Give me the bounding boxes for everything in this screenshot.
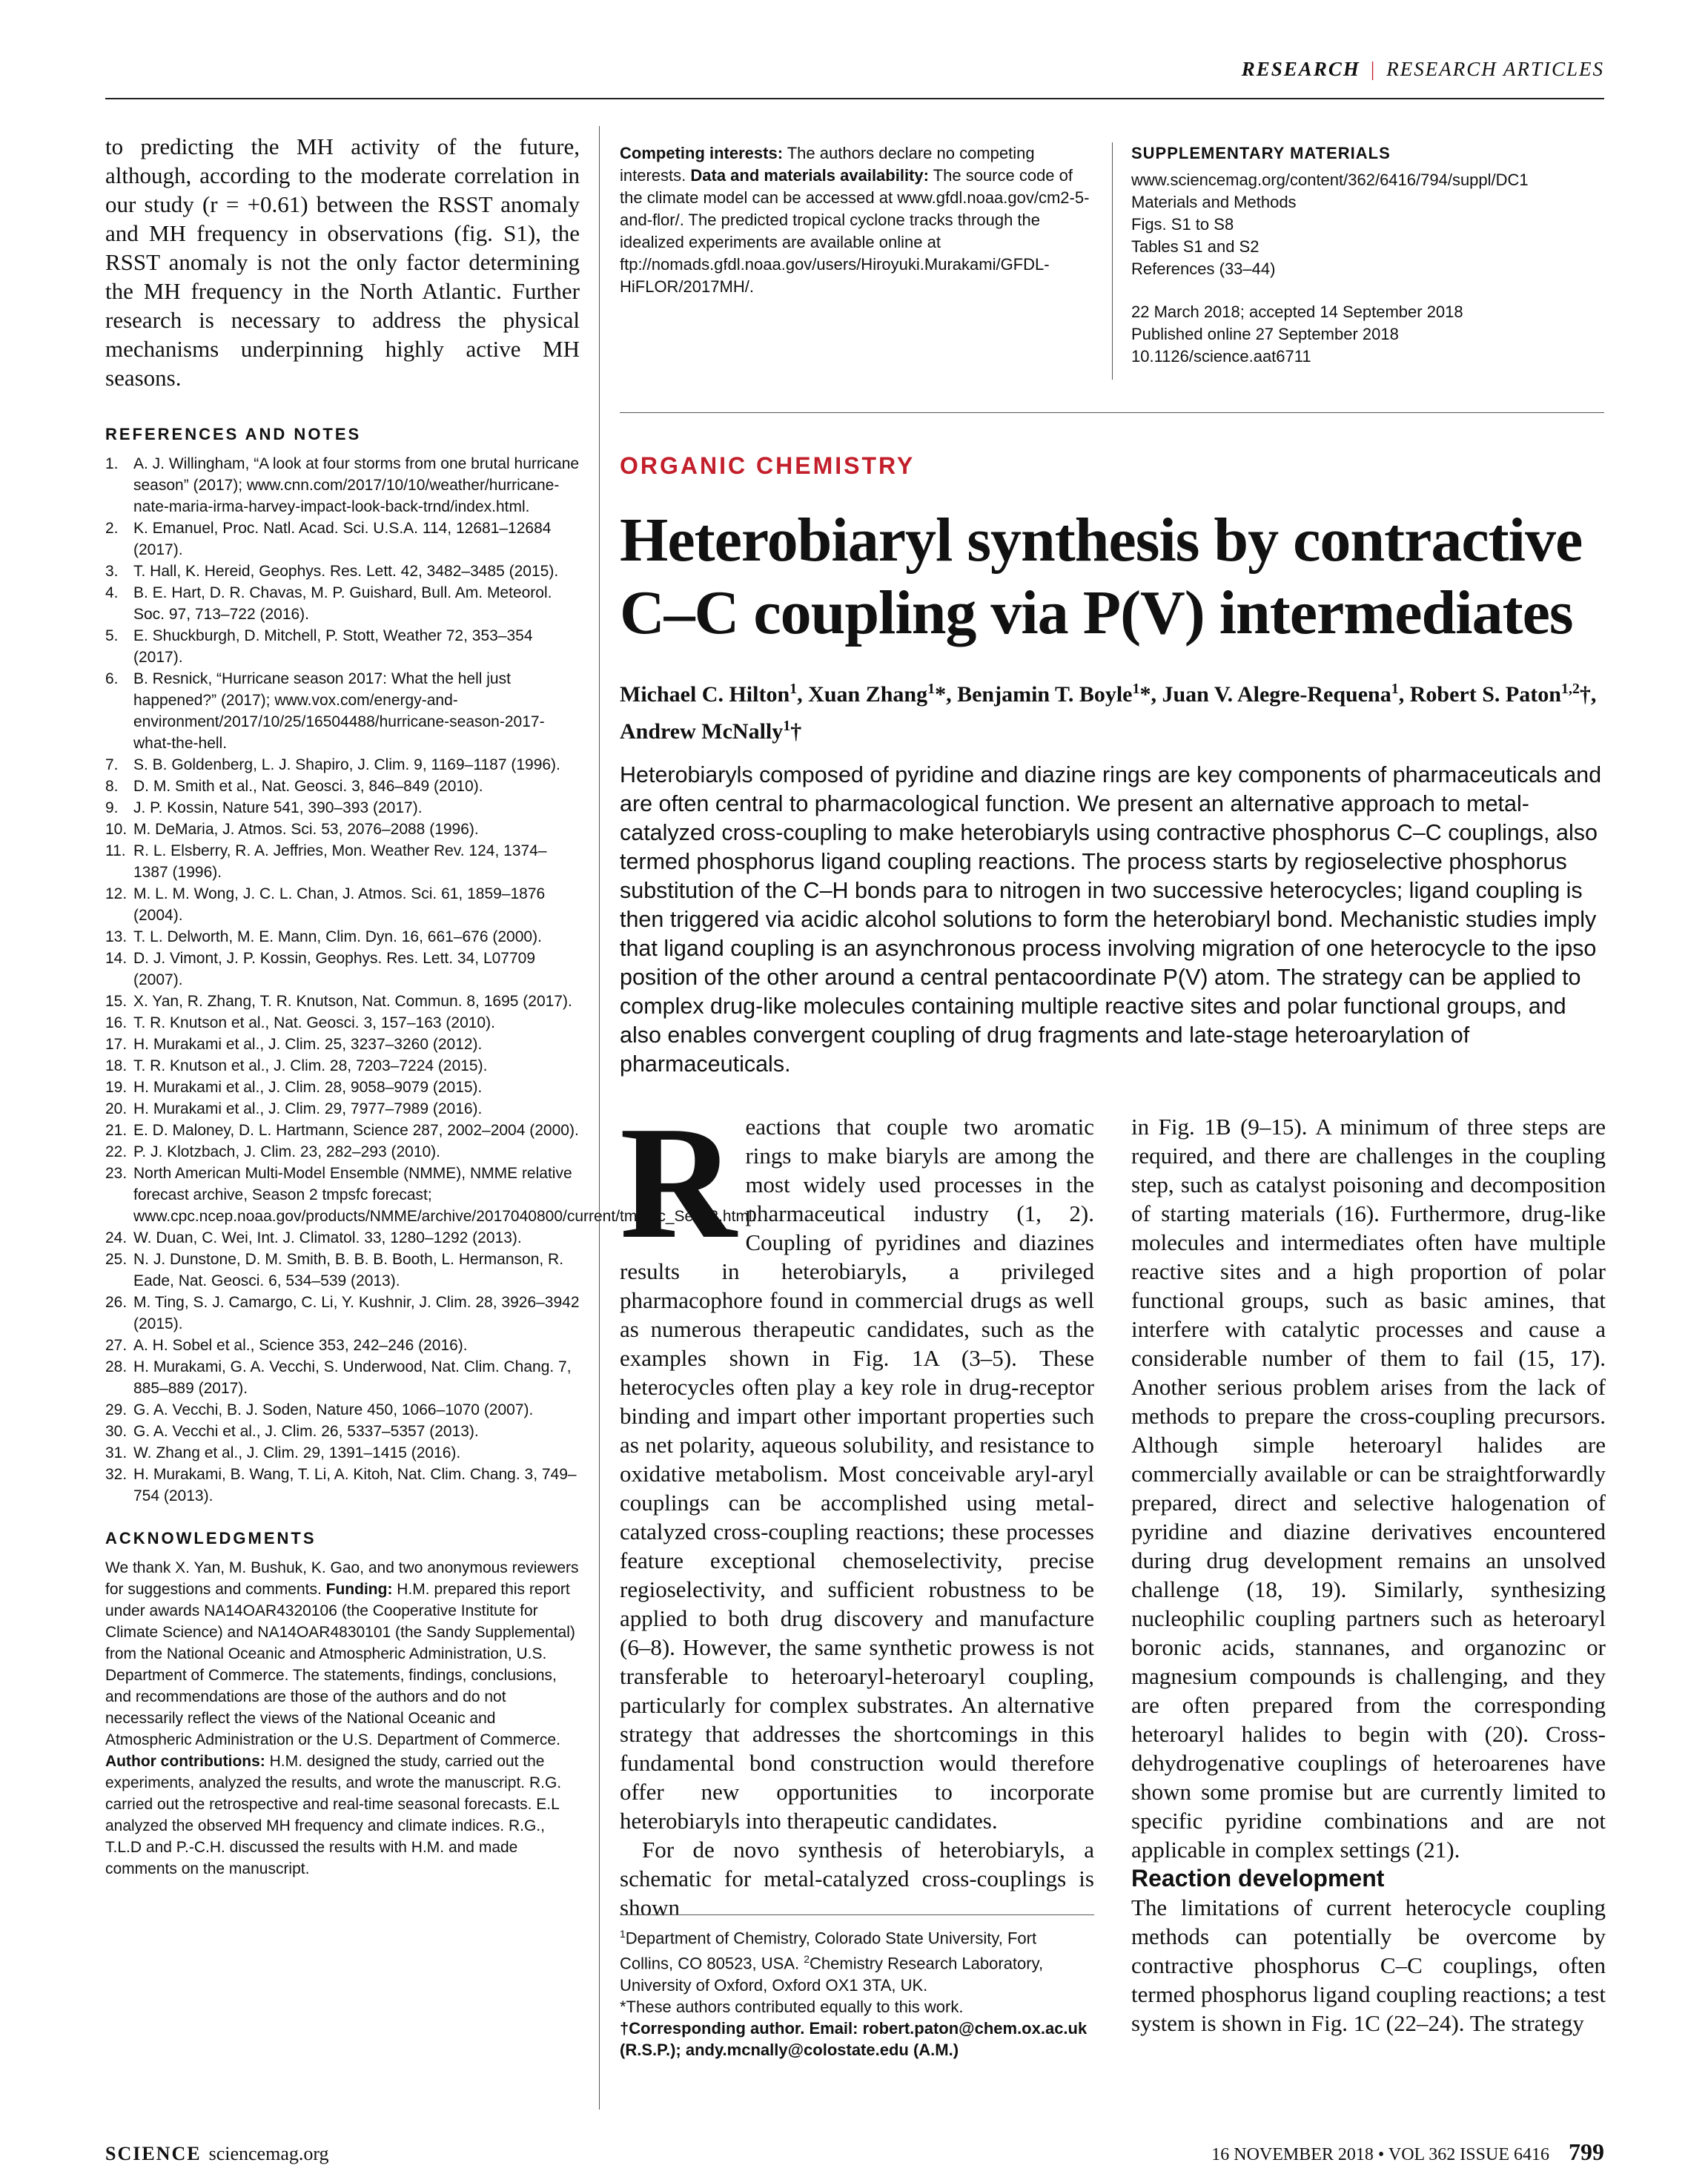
reference-text: J. P. Kossin, Nature 541, 390–393 (2017). xyxy=(133,799,423,816)
affil-1: Department of Chemistry, Colorado State University, Fort Collins, CO 80523, USA. xyxy=(620,1929,1037,1973)
reference-item xyxy=(105,819,580,840)
doi[interactable]: 10.1126/science.aat6711 xyxy=(1131,347,1311,366)
reference-text: D. J. Vimont, J. P. Kossin, Geophys. Res. Lett. 34, L07709 (2007). xyxy=(133,950,536,988)
reference-text: T. R. Knutson et al., Nat. Geosci. 3, 157–163 (2010). xyxy=(133,1014,495,1031)
reference-text: North American Multi-Model Ensemble (NMME), NMME relative forecast archive, Season 2 tmpsfc forecast; www.cpc.ncep.noaa.gov/products/NMME/archive/2017040800/current/tmpsfc_Seas2.html. xyxy=(133,1165,757,1225)
reference-number: 17. xyxy=(105,1036,128,1053)
reference-number: 21. xyxy=(105,1122,128,1139)
reference-number: 16. xyxy=(105,1014,128,1031)
reference-text: E. D. Maloney, D. L. Hartmann, Science 287, 2002–2004 (2000). xyxy=(133,1122,579,1139)
affil-sup-2: 2 xyxy=(804,1953,810,1966)
reference-number: 6. xyxy=(105,670,119,687)
reference-item xyxy=(105,453,580,518)
references-heading: REFERENCES AND NOTES xyxy=(105,425,362,443)
author xyxy=(957,682,1151,707)
contrib-text-part1: H.M. designed the study, carried out the experiments, analyzed the results, and wrote the manuscript. R.G. carried out the retrospective and real-time seasonal forecasts. E.L analyzed the observed MH frequency and climate indices. R.G., T.L.D and P.-C.H. discussed the results with H.M. and made comments on the manuscript. xyxy=(105,1753,562,1877)
reference-number: 7. xyxy=(105,756,119,773)
reference-number: 8. xyxy=(105,778,119,795)
author-name: Andrew McNally xyxy=(620,719,784,744)
author-mark: † xyxy=(790,719,802,744)
reference-item xyxy=(105,1292,580,1335)
reference-number: 10. xyxy=(105,821,128,838)
reference-number: 3. xyxy=(105,563,119,580)
reference-text: R. L. Elsberry, R. A. Jeffries, Mon. Weather Rev. 124, 1374–1387 (1996). xyxy=(133,842,547,881)
reference-number: 14. xyxy=(105,950,128,967)
reference-text: G. A. Vecchi, B. J. Soden, Nature 450, 1066–1070 (2007). xyxy=(133,1401,534,1418)
author-affiliation-sup: 1 xyxy=(1132,681,1140,697)
reference-item xyxy=(105,991,580,1012)
funding-text: H.M. prepared this report under awards NA14OAR4320106 (the Cooperative Institute for Climate Science) and NA14OAR4830101 (the Sandy Supplemental) from the National Oceanic and Atmospheric Administration, U.S. Department of Commerce. The statements, findings, conclusions, and recommendations are those of the authors and do not necessarily reflect the views of the National Oceanic and Atmospheric Administration or the U.S. Department of Commerce. xyxy=(105,1581,575,1748)
reference-item xyxy=(105,1077,580,1098)
author-affiliation-sup: 1 xyxy=(927,681,936,697)
reference-number: 5. xyxy=(105,627,119,644)
reference-item xyxy=(105,625,580,668)
author-mark: * xyxy=(935,682,947,707)
body-p1-text: eactions that couple two aromatic rings to make biaryls are among the most widely used processes in the pharmaceutical industry (1, 2). Coupling of pyridines and diazines results in heterobiaryls, a privileged pharmacophore found in commercial drugs as well as numerous therapeutic candidates, such as the examples shown in Fig. 1A (3–5). These heterocycles often play a key role in drug-receptor binding and impart other important properties such as net polarity, aqueous solubility, and resistance to oxidative metabolism. Most conceivable aryl-aryl couplings can be accomplished using metal-catalyzed cross-coupling reactions; these processes feature exceptional chemoselectivity, precise regioselectivity, and sufficient robustness to be applied to both drug discovery and manufacture (6–8). However, the same synthetic prowess is not transferable to heteroaryl-heteroaryl coupling, particularly for complex substrates. An alternative strategy that addresses the shortcomings in this fundamental bond construction would therefore offer new opportunities to incorporate heterobiaryls into therapeutic candidates. xyxy=(620,1114,1094,1834)
reference-number: 24. xyxy=(105,1229,128,1246)
reference-text: T. L. Delworth, M. E. Mann, Clim. Dyn. 16, 661–676 (2000). xyxy=(133,928,542,945)
affiliations xyxy=(620,1923,1094,2061)
reference-number: 15. xyxy=(105,993,128,1010)
reference-item xyxy=(105,1335,580,1356)
author-name: Michael C. Hilton xyxy=(620,682,790,707)
ack-intro: We thank X. Yan, M. Bushuk, K. Gao, and two anonymous reviewers for suggestions and comments. xyxy=(105,1559,579,1598)
reference-text: T. Hall, K. Hereid, Geophys. Res. Lett. 42, 3482–3485 (2015). xyxy=(133,563,559,580)
reference-item xyxy=(105,1055,580,1077)
footer-journal xyxy=(105,2143,329,2165)
reference-item xyxy=(105,776,580,797)
reference-item xyxy=(105,1227,580,1249)
reference-text: M. DeMaria, J. Atmos. Sci. 53, 2076–2088 (1996). xyxy=(133,821,479,838)
author-name: Xuan Zhang xyxy=(808,682,928,707)
reference-text: S. B. Goldenberg, L. J. Shapiro, J. Clim. 9, 1169–1187 (1996). xyxy=(133,756,560,773)
acknowledgments-heading: ACKNOWLEDGMENTS xyxy=(105,1529,317,1547)
reference-number: 29. xyxy=(105,1401,128,1418)
reference-number: 26. xyxy=(105,1294,128,1311)
reference-number: 25. xyxy=(105,1251,128,1268)
journal-site: sciencemag.org xyxy=(208,2143,329,2164)
equal-contribution-note: *These authors contributed equally to this work. xyxy=(620,1997,964,2016)
footer-issue xyxy=(1211,2138,1604,2166)
reference-number: 32. xyxy=(105,1466,128,1483)
section-label: RESEARCH xyxy=(1241,58,1360,80)
supplementary-block xyxy=(1131,142,1606,368)
reference-text: W. Zhang et al., J. Clim. 29, 1391–1415 (2016). xyxy=(133,1444,461,1461)
reference-number: 19. xyxy=(105,1079,128,1096)
contrib-label: Author contributions: xyxy=(105,1753,265,1770)
page-number: 799 xyxy=(1569,2138,1604,2165)
reference-text: M. L. M. Wong, J. C. L. Chan, J. Atmos. Sci. 61, 1859–1876 (2004). xyxy=(133,885,546,924)
reference-number: 1. xyxy=(105,455,119,472)
issue-info: 16 NOVEMBER 2018 • VOL 362 ISSUE 6416 xyxy=(1211,2145,1549,2164)
reference-text: H. Murakami, B. Wang, T. Li, A. Kitoh, Nat. Clim. Chang. 3, 749–754 (2013). xyxy=(133,1466,577,1504)
reference-item xyxy=(105,797,580,819)
reference-item xyxy=(105,1120,580,1141)
body-column-middle xyxy=(620,1094,1094,1922)
author-mark: * xyxy=(1139,682,1151,707)
reference-text: H. Murakami et al., J. Clim. 29, 7977–7989 (2016). xyxy=(133,1100,483,1117)
reference-text: D. M. Smith et al., Nat. Geosci. 3, 846–849 (2010). xyxy=(133,778,483,795)
reference-text: K. Emanuel, Proc. Natl. Acad. Sci. U.S.A. 114, 12681–12684 (2017). xyxy=(133,520,552,558)
body-paragraph-2: For de novo synthesis of heterobiaryls, a schematic for metal-catalyzed cross-couplings is shown xyxy=(620,1837,1094,1920)
drop-cap: R xyxy=(620,1094,737,1272)
acknowledgments-text xyxy=(105,1557,580,1880)
author xyxy=(620,682,797,707)
reference-text: A. H. Sobel et al., Science 353, 242–246 (2016). xyxy=(133,1337,468,1354)
author-affiliation-sup: 1 xyxy=(783,718,791,734)
reference-number: 23. xyxy=(105,1165,128,1182)
article-separator-rule xyxy=(620,412,1604,413)
author-affiliation-sup: 1,2 xyxy=(1560,681,1580,697)
author-name: Robert S. Paton xyxy=(1409,682,1561,707)
reference-item xyxy=(105,754,580,776)
reference-item xyxy=(105,840,580,883)
header-rule xyxy=(105,98,1604,99)
reference-number: 20. xyxy=(105,1100,128,1117)
reference-text: P. J. Klotzbach, J. Clim. 23, 282–293 (2010). xyxy=(133,1143,441,1160)
supp-item-tables: Tables S1 and S2 xyxy=(1131,237,1260,256)
supplementary-divider xyxy=(1112,142,1113,380)
previous-article-conclusion: to predicting the MH activity of the future, although, according to the moderate correlation in our study (r = +0.61) between the RSST anomaly and MH frequency in observations (fig. S1), the RSST anomaly is not the only factor determining the MH frequency in the North Atlantic. Further research is necessary to address the physical mechanisms underpinning highly active MH seasons. xyxy=(105,133,580,391)
reference-number: 28. xyxy=(105,1358,128,1375)
author xyxy=(1162,682,1399,707)
reference-number: 4. xyxy=(105,584,119,601)
running-header xyxy=(1242,58,1604,81)
reference-item xyxy=(105,1141,580,1163)
reference-number: 30. xyxy=(105,1423,128,1440)
reference-item xyxy=(105,883,580,926)
author-affiliation-sup: 1 xyxy=(790,681,798,697)
author xyxy=(620,719,801,744)
supp-item-figs: Figs. S1 to S8 xyxy=(1131,215,1234,234)
body-paragraph-3: in Fig. 1B (9–15). A minimum of three steps are required, and there are challenges in the coupling step, such as catalyst poisoning and decomposition of starting materials (16). Furthermore, drug-like molecules and intermediates often have multiple reactive sites and a high proportion of polar functional groups, such as basic amines, that interfere with catalytic processes and cause a considerable number of them to fail (15, 17). Another serious problem arises from the lack of methods to prepare the cross-coupling precursors. Although simple heteroaryl halides are commercially available or can be straightforwardly prepared, direct and selective halogenation of pyridine and diazine derivatives encountered during drug development remains an unsolved challenge (18, 19). Similarly, synthesizing nucleophilic coupling partners such as heteroaryl boronic acids, stannanes, and organozinc or magnesium compounds is challenging, and they are often prepared from the corresponding heteroaryl halides to begin with (20). Cross-dehydrogenative couplings of heteroarenes have shown some promise but are currently limited to specific pyridine combinations and are not applicable in complex settings (21). xyxy=(1131,1114,1606,1863)
reference-number: 22. xyxy=(105,1143,128,1160)
author-mark: † xyxy=(1579,682,1591,707)
reference-text: W. Duan, C. Wei, Int. J. Climatol. 33, 1280–1292 (2013). xyxy=(133,1229,522,1246)
reference-item xyxy=(105,668,580,754)
title-line-2: C–C coupling via P(V) intermediates xyxy=(620,578,1573,647)
competing-text: The authors declare no competing interests. xyxy=(620,144,1035,185)
reference-item xyxy=(105,1163,757,1227)
body-paragraph-4: The limitations of current heterocycle coupling methods can potentially be overcome by contractive phosphorus C–C couplings, often termed phosphorus ligand coupling reactions; a test system is shown in Fig. 1C (22–24). The strategy xyxy=(1131,1894,1606,2036)
reference-text: B. Resnick, “Hurricane season 2017: What the hell just happened?” (2017); www.vox.com/energy-and-environment/2017/10/25/16504488/hurricane-season-2017-what-the-hell. xyxy=(133,670,545,752)
reference-item xyxy=(105,1464,580,1507)
supp-item-methods: Materials and Methods xyxy=(1131,193,1297,211)
reference-text: H. Murakami et al., J. Clim. 25, 3237–3260 (2012). xyxy=(133,1036,483,1053)
subsection-label: RESEARCH ARTICLES xyxy=(1386,58,1604,80)
data-label: Data and materials availability: xyxy=(690,166,929,185)
acknowledgments-continuation xyxy=(620,142,1094,298)
author-name: Juan V. Alegre-Requena xyxy=(1162,682,1391,707)
reference-item xyxy=(105,1399,580,1421)
reference-number: 13. xyxy=(105,928,128,945)
section-subhead: Reaction development xyxy=(1131,1865,1385,1891)
body-column-right xyxy=(1131,1112,1606,2038)
author xyxy=(1410,682,1591,707)
abstract: Heterobiaryls composed of pyridine and diazine rings are key components of pharmaceuticals and are often central to pharmacological function. We present an alternative approach to metal-catalyzed cross-coupling to make heterobiaryls using contractive phosphorus C–C couplings, also termed phosphorus ligand coupling reactions. The process starts by regioselective phosphorus substitution of the C–H bonds para to nitrogen in two successive heterocycles; ligand coupling is then triggered via acidic alcohol solutions to form the heterobiaryl bond. Mechanistic studies imply that ligand coupling is an asynchronous process involving migration of one heterocycle to the ipso position of the other around a central pentacoordinate P(V) atom. The strategy can be applied to complex drug-like molecules containing multiple reactive sites and polar functional groups, and also enables convergent coupling of drug fragments and late-stage heteroarylation of pharmaceuticals. xyxy=(620,762,1602,1077)
supp-item-refs: References (33–44) xyxy=(1131,260,1276,278)
author-name: Benjamin T. Boyle xyxy=(957,682,1133,707)
reference-item xyxy=(105,1249,580,1292)
reference-text: B. E. Hart, D. R. Chavas, M. P. Guishard, Bull. Am. Meteorol. Soc. 97, 713–722 (2016). xyxy=(133,584,552,623)
reference-item xyxy=(105,582,580,625)
author-affiliation-sup: 1 xyxy=(1391,681,1399,697)
reference-item xyxy=(105,1034,580,1055)
reference-item xyxy=(105,948,580,991)
reference-number: 12. xyxy=(105,885,128,902)
reference-number: 11. xyxy=(105,842,126,859)
published-date: Published online 27 September 2018 xyxy=(1131,325,1399,343)
affil-sup-1: 1 xyxy=(620,1928,626,1940)
reference-item xyxy=(105,1356,580,1399)
body-paragraph-1 xyxy=(620,1094,1094,1835)
title-line-1: Heterobiaryl synthesis by contractive xyxy=(620,506,1583,575)
reference-text: X. Yan, R. Zhang, T. R. Knutson, Nat. Commun. 8, 1695 (2017). xyxy=(133,993,572,1010)
reference-text: M. Ting, S. J. Camargo, C. Li, Y. Kushnir, J. Clim. 28, 3926–3942 (2015). xyxy=(133,1294,580,1332)
article-title xyxy=(620,504,1606,650)
reference-item xyxy=(105,926,580,948)
reference-text: E. Shuckburgh, D. Mitchell, P. Stott, Weather 72, 353–354 (2017). xyxy=(133,627,533,666)
reference-item xyxy=(105,518,580,561)
competing-label: Competing interests: xyxy=(620,144,784,162)
reference-item xyxy=(105,1442,580,1464)
reference-text: H. Murakami, G. A. Vecchi, S. Underwood, Nat. Clim. Chang. 7, 885–889 (2017). xyxy=(133,1358,572,1397)
reference-number: 27. xyxy=(105,1337,128,1354)
journal-name: SCIENCE xyxy=(105,2143,202,2164)
reference-item xyxy=(105,1421,580,1442)
reference-text: N. J. Dunstone, D. M. Smith, B. B. B. Booth, L. Hermanson, R. Eade, Nat. Geosci. 6, 534–539 (2013). xyxy=(133,1251,564,1289)
data-text: The source code of the climate model can be accessed at www.gfdl.noaa.gov/cm2-5-and-flor/. The predicted tropical cyclone tracks through the idealized experiments are available online at ftp://nomads.gfdl.noaa.gov/users/Hiroyuki.Murakami/GFDL-HiFLOR/2017MH/. xyxy=(620,166,1090,296)
reference-item xyxy=(105,1012,580,1034)
reference-item xyxy=(105,561,580,582)
reference-number: 18. xyxy=(105,1057,128,1074)
footnote-rule xyxy=(620,1914,1094,1915)
reference-text: T. R. Knutson et al., J. Clim. 28, 7203–7224 (2015). xyxy=(133,1057,488,1074)
reference-text: A. J. Willingham, “A look at four storms from one brutal hurricane season” (2017); www.cnn.com/2017/10/10/weather/hurricane-nate-maria-irma-harvey-impact-look-back-trnd/index.html. xyxy=(133,455,580,515)
affil-2: Chemistry Research Laboratory, University of Oxford, Oxford OX1 3TA, UK. xyxy=(620,1954,1044,1995)
author-list: Michael C. Hilton$^1$, Xuan Zhang$^1$*, Benjamin T. Boyle$^1$*, Juan V. Alegre-Requena$^1$, Robert S. Paton$^{1,2}$†, Andrew McNally$^1$† xyxy=(620,681,1597,744)
supplementary-url[interactable]: www.sciencemag.org/content/362/6416/794/suppl/DC1 xyxy=(1131,171,1529,189)
article-kicker: ORGANIC CHEMISTRY xyxy=(620,452,916,479)
supplementary-heading: SUPPLEMENTARY MATERIALS xyxy=(1131,144,1391,162)
funding-label: Funding: xyxy=(325,1581,393,1598)
reference-item xyxy=(105,1098,580,1120)
reference-text: G. A. Vecchi et al., J. Clim. 26, 5337–5357 (2013). xyxy=(133,1423,479,1440)
reference-number: 31. xyxy=(105,1444,128,1461)
column-divider xyxy=(599,126,600,2109)
received-date: 22 March 2018; accepted 14 September 2018 xyxy=(1131,303,1463,321)
header-separator: | xyxy=(1370,58,1377,80)
reference-number: 9. xyxy=(105,799,119,816)
author xyxy=(808,682,946,707)
reference-text: H. Murakami et al., J. Clim. 28, 9058–9079 (2015). xyxy=(133,1079,483,1096)
reference-number: 2. xyxy=(105,520,119,537)
corresponding-author: †Corresponding author. Email: robert.paton@chem.ox.ac.uk (R.S.P.); andy.mcnally@colostate.edu (A.M.) xyxy=(620,2018,1088,2059)
